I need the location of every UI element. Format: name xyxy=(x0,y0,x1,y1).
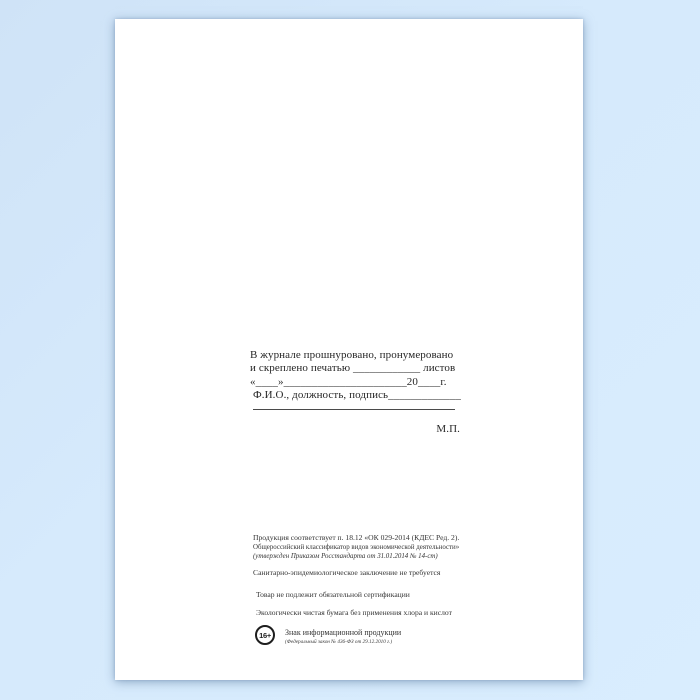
binding-note-signature-line: Ф.И.О., должность, подпись_____________ xyxy=(253,389,461,402)
binding-note-line2: и скреплено печатью ____________ листов xyxy=(250,362,456,375)
info-product-sign-text xyxy=(285,625,401,645)
info-product-sign-law: (Федеральный закон № 436-ФЗ от 29.12.2010 г.) xyxy=(285,638,393,645)
info-product-sign-title: Знак информационной продукции xyxy=(285,628,402,637)
product-standard-line2: Общероссийский классификатор видов экономической деятельности» xyxy=(253,543,460,551)
age-rating-16plus-icon: 16+ xyxy=(255,625,275,645)
binding-note-line1: В журнале прошнуровано, пронумеровано xyxy=(250,349,454,361)
signature-rule xyxy=(253,409,455,410)
certification-note: Товар не подлежит обязательной сертификации xyxy=(256,590,410,599)
sanitary-note: Санитарно-эпидемиологическое заключение не требуется xyxy=(253,568,441,577)
product-standard-paragraph xyxy=(253,533,459,562)
product-standard-line3: (утвержден Приказом Росстандарта от 31.01.2014 № 14-ст) xyxy=(253,553,438,561)
binding-note-block xyxy=(250,349,462,436)
document-page xyxy=(115,19,583,680)
eco-paper-note: Экологически чистая бумага без применения хлора и кислот xyxy=(256,608,452,617)
info-product-sign-row xyxy=(255,625,401,645)
stamp-place-label: М.П. xyxy=(436,422,460,435)
binding-note-date-line: «____»______________________20____г. xyxy=(250,375,447,388)
product-standard-line1: Продукция соответствует п. 18.12 «ОК 029-2014 (КДЕС Ред. 2). xyxy=(253,533,460,542)
